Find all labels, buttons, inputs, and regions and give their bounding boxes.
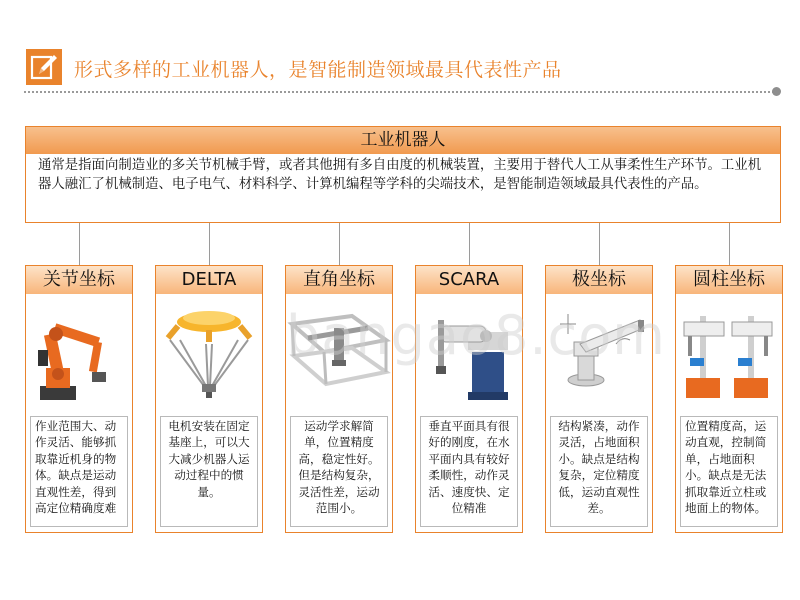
delta-robot-image xyxy=(156,294,262,411)
robot-type-card-scara xyxy=(415,265,523,533)
cartesian-robot-image xyxy=(286,294,392,411)
articulated-robot-image xyxy=(26,294,132,411)
robot-type-card-polar xyxy=(545,265,653,533)
card-title: 关节坐标 xyxy=(26,266,132,294)
main-header: 工业机器人 xyxy=(26,127,780,154)
page-title: 形式多样的工业机器人，是智能制造领域最具代表性产品 xyxy=(74,59,562,81)
connector-4 xyxy=(469,223,470,265)
card-description: 电机安装在固定基座上，可以大大减少机器人运动过程中的惯量。 xyxy=(160,416,258,527)
pencil-note-icon xyxy=(26,49,62,85)
card-description: 结构紧凑，动作灵活，占地面积小。缺点是结构复杂，定位精度低，运动直观性差。 xyxy=(550,416,648,527)
robot-type-card-cylindrical xyxy=(675,265,783,533)
polar-robot-image xyxy=(546,294,652,411)
divider-end-dot xyxy=(772,87,781,96)
card-description: 运动学求解简单，位置精度高，稳定性好。但是结构复杂，灵活性差，运动范围小。 xyxy=(290,416,388,527)
card-title: 圆柱坐标 xyxy=(676,266,782,294)
card-description: 位置精度高，运动直观，控制简单，占地面积小。缺点是无法抓取靠近立柱或地面上的物体。 xyxy=(680,416,778,527)
cylindrical-robot-image xyxy=(676,294,782,411)
industrial-robot-definition-box xyxy=(25,126,781,223)
robot-type-card-delta xyxy=(155,265,263,533)
watermark: bangao8.com xyxy=(286,304,666,367)
connector-3 xyxy=(339,223,340,265)
connector-6 xyxy=(729,223,730,265)
card-title: DELTA xyxy=(156,266,262,294)
robot-type-card-cartesian xyxy=(285,265,393,533)
title-divider xyxy=(24,91,774,93)
card-title: SCARA xyxy=(416,266,522,294)
robot-type-card-articulated xyxy=(25,265,133,533)
connector-2 xyxy=(209,223,210,265)
card-title: 直角坐标 xyxy=(286,266,392,294)
card-title: 极坐标 xyxy=(546,266,652,294)
card-description: 作业范围大、动作灵活、能够抓取靠近机身的物体。缺点是运动直观性差，得到高定位精确度难 xyxy=(30,416,128,527)
card-description: 垂直平面具有很好的刚度，在水平面内具有较好柔顺性，动作灵活、速度快、定位精准 xyxy=(420,416,518,527)
scara-robot-image xyxy=(416,294,522,411)
main-description: 通常是指面向制造业的多关节机械手臂，或者其他拥有多自由度的机械装置，主要用于替代人工从事柔性生产环节。工业机器人融汇了机械制造、电子电气、材料科学、计算机编程等学科的尖端技术，是智能制造领域最具代表性的产品。 xyxy=(38,158,762,192)
connector-5 xyxy=(599,223,600,265)
connector-1 xyxy=(79,223,80,265)
